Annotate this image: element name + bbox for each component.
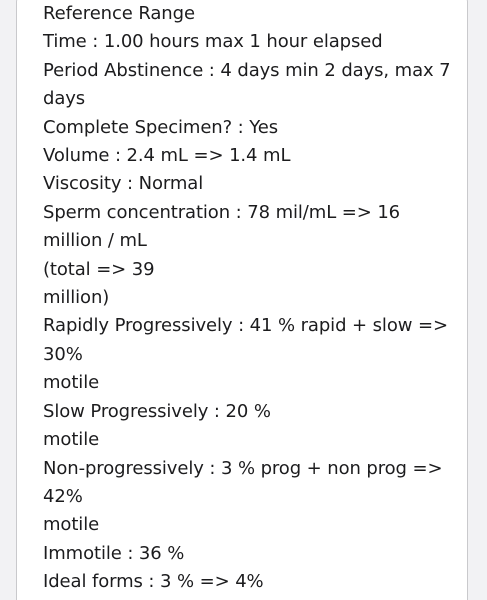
report-line: Immotile : 36 %: [43, 542, 185, 564]
report-line: Sperm concentration : 78 mil/mL => 16: [43, 201, 401, 223]
report-line: motile: [43, 429, 100, 451]
report-line: motile: [43, 372, 100, 394]
report-line: motile: [43, 514, 100, 536]
report-line: (total => 39: [43, 258, 155, 280]
report-line: Volume : 2.4 mL => 1.4 mL: [43, 145, 291, 167]
report-line: Non-progressively : 3 % prog + non prog =>: [43, 457, 443, 479]
report-line: days: [43, 88, 86, 110]
report-line: Ideal forms : 3 % => 4%: [43, 571, 264, 593]
report-line: 30%: [43, 343, 83, 365]
report-line: 42%: [43, 485, 83, 507]
report-line: Rapidly Progressively : 41 % rapid + slow =>: [43, 315, 448, 337]
report-line: Time : 1.00 hours max 1 hour elapsed: [43, 31, 383, 53]
report-line: million / mL: [43, 230, 147, 252]
report-line: Viscosity : Normal: [43, 173, 204, 195]
report-line: Period Abstinence : 4 days min 2 days, max 7: [43, 59, 451, 81]
reference-range-text: [43, 0, 463, 597]
report-line: Complete Specimen? : Yes: [43, 116, 279, 138]
report-line: Slow Progressively : 20 %: [43, 400, 271, 422]
report-line: Reference Range: [43, 3, 195, 24]
report-line: million): [43, 287, 110, 309]
